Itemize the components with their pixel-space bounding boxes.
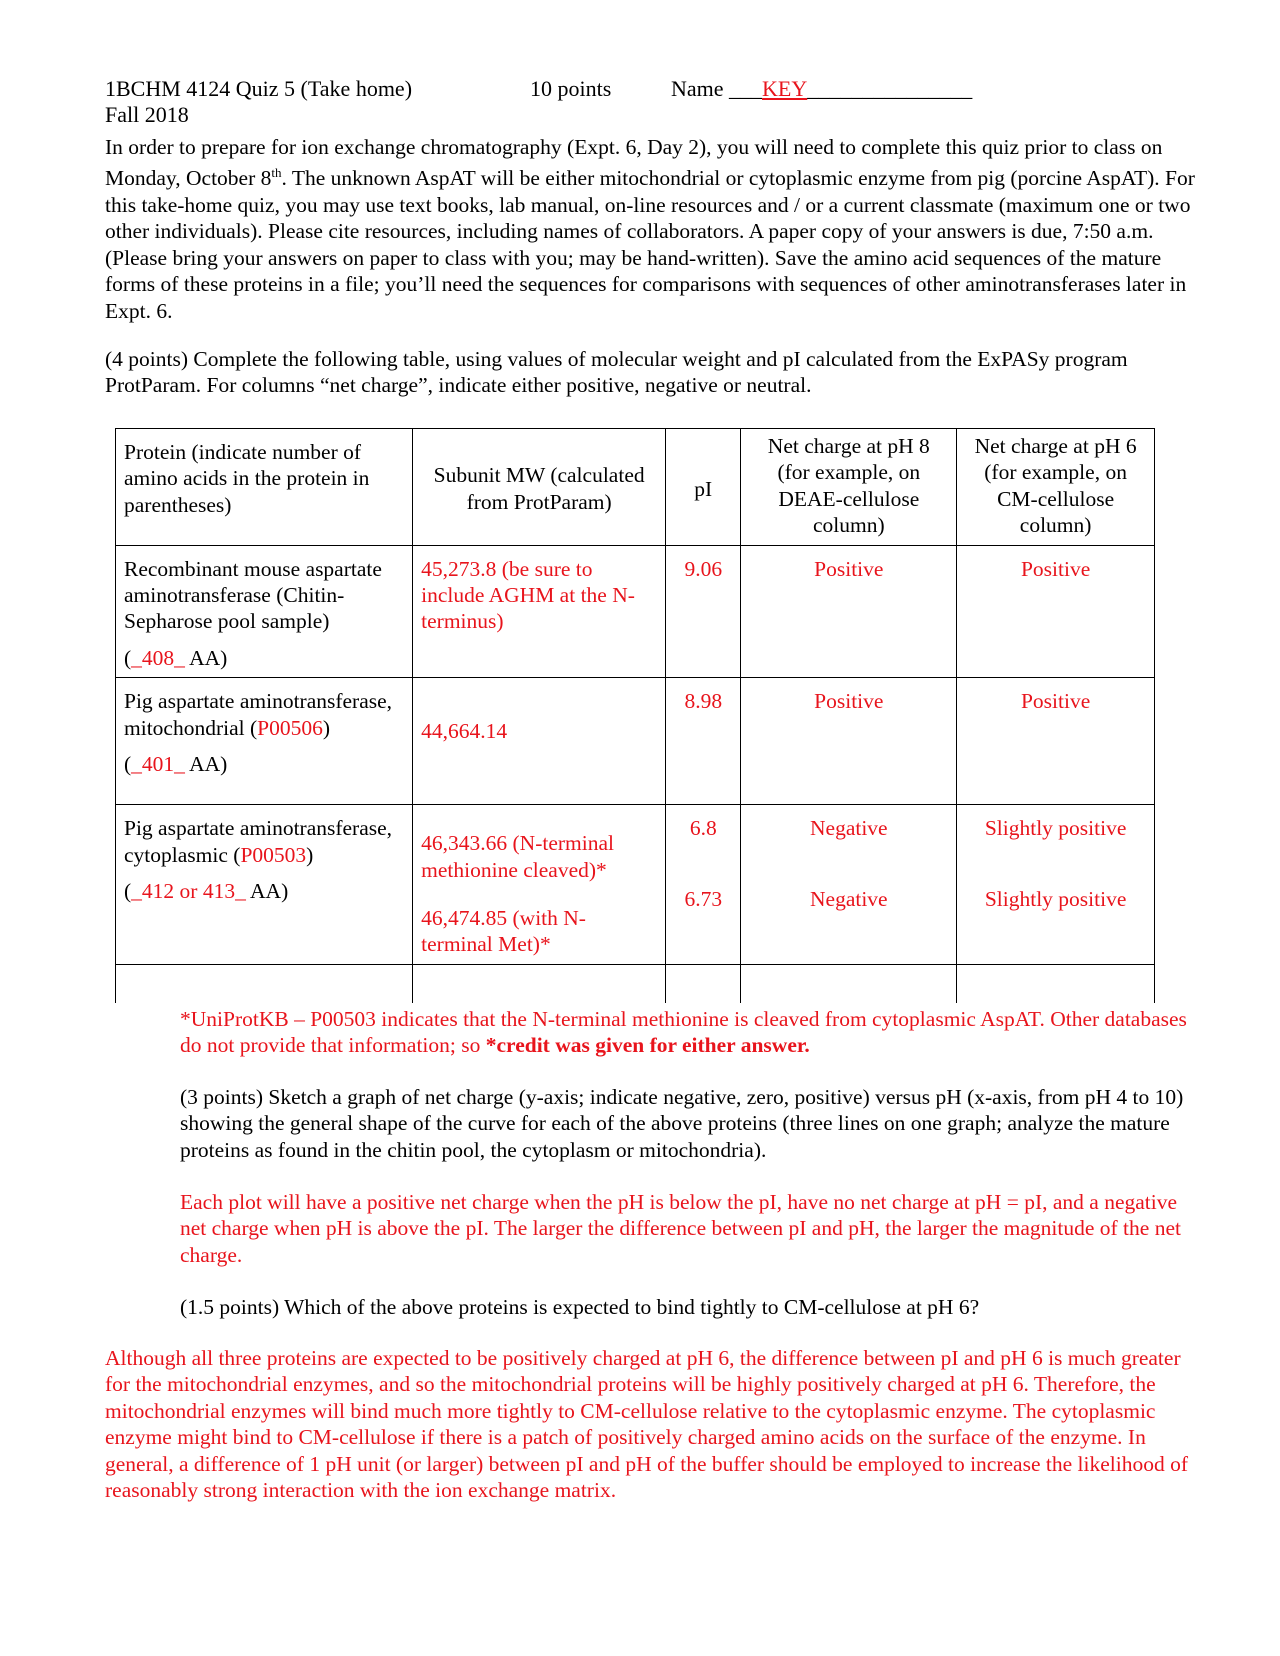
pi-value: 8.98 xyxy=(684,689,723,714)
quiz-header xyxy=(105,76,1185,128)
ph6-charge-b: Slightly positive xyxy=(984,886,1127,911)
ph8-charge-a: Negative xyxy=(810,816,888,841)
name-value: KEY xyxy=(762,76,808,101)
table-row xyxy=(116,545,1155,678)
ph6-charge: Positive xyxy=(1020,556,1091,581)
aa-count: (_408_ AA) xyxy=(124,645,228,670)
question-3: (1.5 points) Which of the above proteins is expected to bind tightly to CM-cellulose at pH 6? xyxy=(180,1295,980,1319)
intro-paragraph xyxy=(105,134,1195,324)
answer-3: Although all three proteins are expected to be positively charged at pH 6, the difference between pI and pH 6 is much greater for the mitochondrial enzymes, and so the mitochondrial proteins will be highly positively charged at pH 6. Therefore, the mitochondrial enzymes will bind much more tightly to CM-cellulose relative to the cytoplasmic enzyme. The cytoplasmic enzyme might bind to CM-cellulose if there is a patch of positively charged amino acids on the surface of the enzyme. In general, a difference of 1 pH unit (or larger) between pI and pH of the buffer should be employed to increase the likelihood of reasonably strong interaction with the ion exchange matrix. xyxy=(105,1346,1188,1503)
header-ph6: Net charge at pH 6 (for example, on CM-cellulose column) xyxy=(974,434,1137,538)
answer-2: Each plot will have a positive net charge when the pH is below the pI, have no net charge at pH = pI, and a negative net charge when pH is above the pI. The larger the difference between pI and pH, the larger the magnitude of the net charge. xyxy=(180,1190,1181,1267)
table-row xyxy=(116,805,1155,965)
header-mw: Subunit MW (calculated from ProtParam) xyxy=(433,463,645,514)
protein-name: Pig aspartate aminotransferase, mitochondrial (P00506) xyxy=(124,689,393,740)
protein-name: Pig aspartate aminotransferase, cytoplasmic (P00503) xyxy=(124,816,393,867)
name-field xyxy=(671,76,972,102)
ph8-charge: Positive xyxy=(814,556,884,581)
protein-table xyxy=(115,428,1155,1003)
pi-value-b: 6.73 xyxy=(684,886,723,911)
table-header-row xyxy=(116,429,1155,546)
ph6-charge-a: Slightly positive xyxy=(984,816,1127,841)
mw-value: 45,273.8 (be sure to include AGHM at the N-terminus) xyxy=(421,556,635,634)
mw-value-cleaved: 46,343.66 (N-terminal methionine cleaved)* xyxy=(421,831,615,882)
name-underline-right: _______________ xyxy=(807,76,973,101)
table-row xyxy=(116,678,1155,805)
intro-text-1: In order to prepare for ion exchange chromatography (Expt. 6, Day 2), you will need to complete this quiz prior to class on Monday, October 8 xyxy=(105,135,1163,191)
term-label: Fall 2018 xyxy=(105,102,189,127)
name-underline-left: ___ xyxy=(729,76,763,101)
table-blank-row xyxy=(116,964,1155,1003)
accession-link[interactable]: P00503 xyxy=(240,842,307,867)
protein-name: Recombinant mouse aspartate aminotransferase (Chitin-Sepharose pool sample) xyxy=(124,556,382,634)
ph8-charge: Positive xyxy=(814,689,884,714)
intro-superscript: th xyxy=(271,165,282,181)
mw-value-met: 46,474.85 (with N-terminal Met)* xyxy=(421,906,586,957)
header-pi: pI xyxy=(694,476,713,501)
pi-value-a: 6.8 xyxy=(689,816,717,841)
accession-link[interactable]: P00506 xyxy=(257,715,323,740)
points-label: 10 points xyxy=(530,76,612,101)
aa-count: (_412 or 413_ AA) xyxy=(124,879,289,904)
name-label: Name xyxy=(671,76,724,101)
header-ph8: Net charge at pH 8 (for example, on DEAE-cellulose column) xyxy=(767,434,930,538)
ph8-charge-b: Negative xyxy=(810,886,888,911)
mw-value: 44,664.14 xyxy=(421,719,508,744)
header-protein: Protein (indicate number of amino acids in the protein in parentheses) xyxy=(124,440,370,517)
ph6-charge: Positive xyxy=(1020,689,1091,714)
course-title: 1BCHM 4124 Quiz 5 (Take home) xyxy=(105,76,413,101)
question-1: (4 points) Complete the following table, using values of molecular weight and pI calculated from the ExPASy program ProtParam. For columns “net charge”, indicate either positive, negative or neutral. xyxy=(105,347,1128,398)
question-2: (3 points) Sketch a graph of net charge (y-axis; indicate negative, zero, positive) versus pH (x-axis, from pH 4 to 10) showing the general shape of the curve for each of the above proteins (three lines on one graph; analyze the mature proteins as found in the chitin pool, the cytoplasm or mitochondria). xyxy=(180,1085,1184,1162)
footnote: *UniProtKB – P00503 indicates that the N-terminal methionine is cleaved from cytoplasmic AspAT. Other databases do not provide that information; so *credit was given for either answer. xyxy=(180,1007,1187,1058)
footnote-bold: *credit was given for either answer. xyxy=(485,1033,810,1058)
aa-count: (_401_ AA) xyxy=(124,752,228,777)
intro-text-2: . The unknown AspAT will be either mitochondrial or cytoplasmic enzyme from pig (porcine AspAT). For this take-home quiz, you may use text books, lab manual, on-line resources and / or a current classmate (maximum one or two other individuals). Please cite resources, including names of collaborators. A paper copy of your answers is due, 7:50 a.m. (Please bring your answers on paper to class with you; may be hand-written). Save the amino acid sequences of the mature forms of these proteins in a file; you’ll need the sequences for comparisons with sequences of other aminotransferases later in Expt. 6. xyxy=(105,166,1195,323)
pi-value: 9.06 xyxy=(684,556,723,581)
